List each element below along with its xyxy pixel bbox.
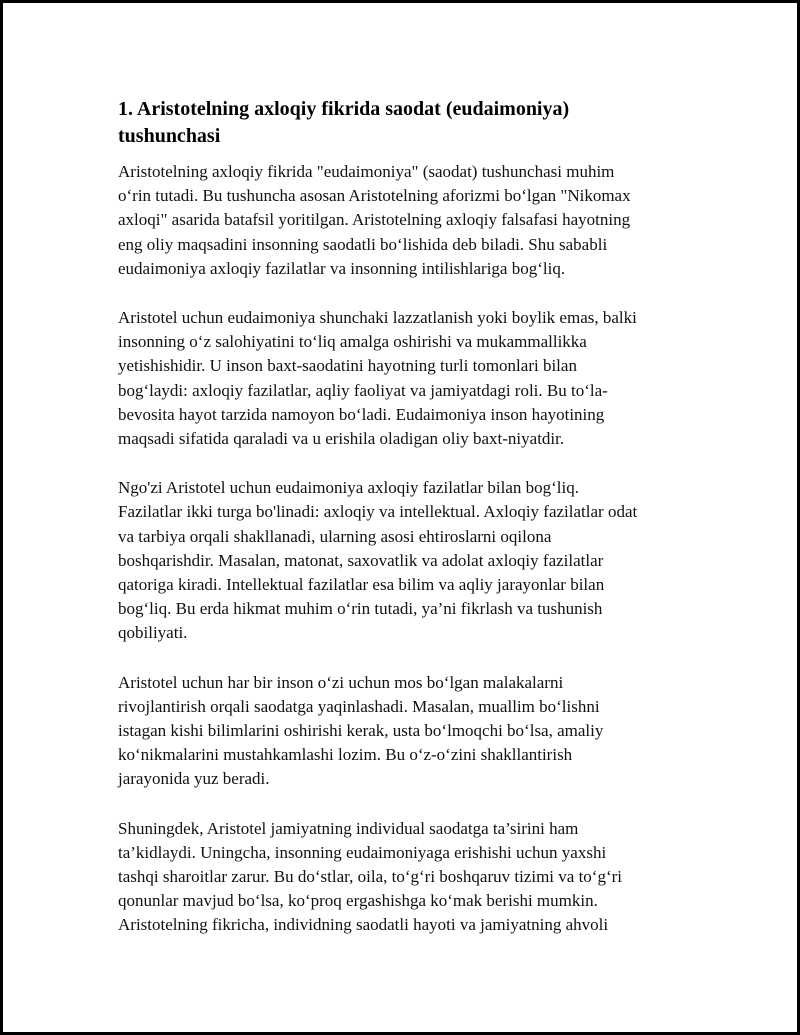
paragraph-1 — [118, 160, 688, 281]
text-line: ta’kidlaydi. Uningcha, insonning eudaimoniyaga erishishi uchun yaxshi — [118, 842, 607, 862]
text-line: bevosita hayot tarzida namoyon bo‘ladi. Eudaimoniya inson hayotining — [118, 404, 605, 424]
text-line: tashqi sharoitlar zarur. Bu do‘stlar, oila, to‘g‘ri boshqaruv tizimi va to‘g‘ri — [118, 867, 622, 887]
text-line: Aristotelning fikricha, individning saodatli hayoti va jamiyatning ahvoli — [118, 915, 609, 935]
text-line: maqsadi sifatida qaraladi va u erishila oladigan oliy baxt-niyatdir. — [118, 429, 565, 449]
text-line: Aristotel uchun har bir inson o‘zi uchun mos bo‘lgan malakalarni — [118, 672, 564, 692]
text-line: bog‘liq. Bu erda hikmat muhim o‘rin tutadi, ya’ni fikrlash va tushunish — [118, 599, 603, 619]
text-line: eng oliy maqsadini insonning saodatli bo‘lishida deb biladi. Shu sababli — [118, 234, 608, 254]
text-line: Ngo'zi Aristotel uchun eudaimoniya axloqiy fazilatlar bilan bog‘liq. — [118, 478, 580, 498]
text-line: insonning o‘z salohiyatini to‘liq amalga oshirishi va mukammallikka — [118, 332, 587, 352]
paragraph-2 — [118, 306, 688, 451]
heading-line: tushunchasi — [118, 125, 221, 147]
document-body — [118, 96, 688, 963]
text-line: va tarbiya orqali shakllanadi, ularning asosi ehtiroslarni oqilona — [118, 526, 552, 546]
text-line: eudaimoniya axloqiy fazilatlar va insonning intilishlariga bog‘liq. — [118, 258, 566, 278]
text-line: istagan kishi bilimlarini oshirishi kerak, usta bo‘lmoqchi bo‘lsa, amaliy — [118, 721, 604, 741]
text-line: ko‘nikmalarini mustahkamlashi lozim. Bu o‘z-o‘zini shakllantirish — [118, 745, 573, 765]
text-line: Shuningdek, Aristotel jamiyatning individual saodatga ta’sirini ham — [118, 818, 579, 838]
text-line: qonunlar mavjud bo‘lsa, ko‘proq ergashishga ko‘mak berishi mumkin. — [118, 891, 598, 911]
text-line: qobiliyati. — [118, 623, 188, 643]
paragraph-4 — [118, 671, 688, 792]
paragraph-3 — [118, 476, 688, 645]
text-line: rivojlantirish orqali saodatga yaqinlashadi. Masalan, muallim bo‘lishni — [118, 696, 600, 716]
text-line: qatoriga kiradi. Intellektual fazilatlar esa bilim va aqliy jarayonlar bilan — [118, 575, 605, 595]
text-line: boshqarishdir. Masalan, matonat, saxovatlik va adolat axloqiy fazilatlar — [118, 550, 604, 570]
text-line: axloqi" asarida batafsil yoritilgan. Aristotelning axloqiy falsafasi hayotning — [118, 210, 631, 230]
text-line: Aristotel uchun eudaimoniya shunchaki lazzatlanish yoki boylik emas, balki — [118, 308, 637, 328]
text-line: Aristotelning axloqiy fikrida "eudaimoniya" (saodat) tushunchasi muhim — [118, 162, 615, 181]
text-line: Fazilatlar ikki turga bo'linadi: axloqiy va intellektual. Axloqiy fazilatlar odat — [118, 502, 638, 522]
text-line: bog‘laydi: axloqiy fazilatlar, aqliy faoliyat va jamiyatdagi roli. Bu to‘la- — [118, 380, 608, 400]
section-heading — [118, 96, 688, 150]
text-line: o‘rin tutadi. Bu tushuncha asosan Aristotelning aforizmi bo‘lgan "Nikomax — [118, 186, 631, 206]
text-line: yetishishidir. U inson baxt-saodatini hayotning turli tomonlari bilan — [118, 356, 577, 376]
text-line: jarayonida yuz beradi. — [118, 769, 270, 789]
paragraph-5 — [118, 817, 688, 938]
heading-line: 1. Aristotelning axloqiy fikrida saodat (eudaimoniya) — [118, 98, 570, 120]
